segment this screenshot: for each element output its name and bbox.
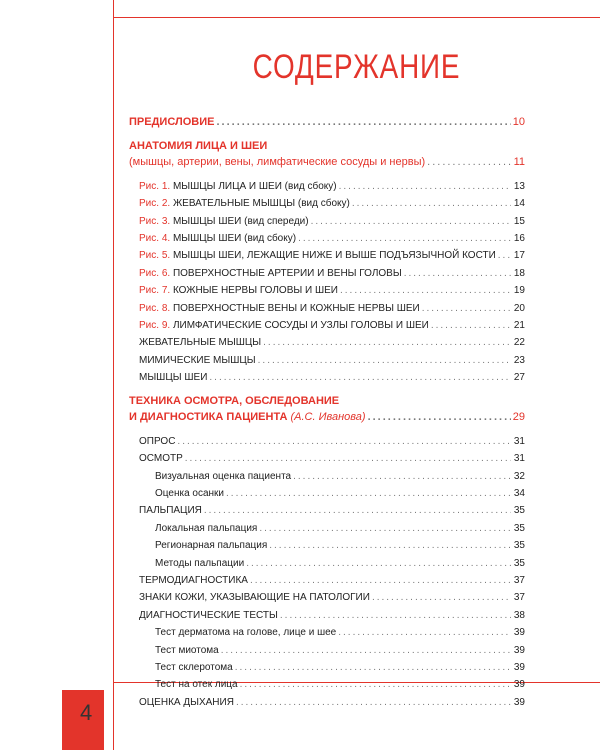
toc-page-number: 15 (513, 215, 525, 227)
toc-entry[interactable] (129, 450, 525, 467)
leader-dots (338, 624, 511, 641)
toc-section-anatomy-title[interactable]: АНАТОМИЯ ЛИЦА И ШЕИ (129, 140, 268, 153)
page-title: СОДЕРЖАНИЕ (252, 48, 461, 86)
toc-entry-text: Тест склеротома (155, 661, 233, 673)
toc-entry-title (139, 317, 429, 334)
toc-entry-text: ПАЛЬПАЦИЯ (139, 505, 202, 517)
leader-dots (368, 409, 511, 426)
toc-entry[interactable] (129, 300, 525, 317)
toc-entry-text: Методы пальпации (155, 557, 245, 569)
toc-entry-title (139, 178, 337, 195)
figure-label: Рис. 3. (139, 215, 171, 227)
leader-dots (498, 247, 511, 264)
toc-entry-text: ТЕРМОДИАГНОСТИКА (139, 574, 248, 586)
toc-page-number: 39 (513, 627, 525, 639)
toc-entry-text: МЫШЦЫ ШЕИ, ЛЕЖАЩИЕ НИЖЕ И ВЫШЕ ПОДЪЯЗЫЧНОЙ КОСТИ (172, 250, 496, 262)
toc-entry[interactable] (129, 642, 525, 659)
leader-dots (293, 468, 511, 485)
leader-dots (216, 114, 510, 131)
toc-entry-title (139, 282, 338, 299)
figure-label: Рис. 6. (139, 267, 171, 279)
toc-section-author: (А.С. Иванова) (290, 411, 366, 424)
toc-entry-text: Тест миотома (155, 644, 219, 656)
toc-entry[interactable] (129, 485, 525, 502)
toc-page-number: 35 (513, 557, 525, 569)
toc-entry-text: Тест дерматома на голове, лице и шее (155, 627, 337, 639)
toc-page-number: 39 (513, 661, 525, 673)
toc-page-number: 35 (513, 540, 525, 552)
toc-entry[interactable] (129, 607, 525, 624)
toc-entry-title (139, 230, 296, 247)
toc-entry-text: МЫШЦЫ ШЕИ (вид спереди) (172, 215, 309, 227)
toc-entry-title (139, 352, 256, 369)
toc-entry[interactable] (129, 230, 525, 247)
toc-page-number: 39 (513, 644, 525, 656)
toc-page-number: 21 (513, 319, 525, 331)
toc-page-number: 35 (513, 505, 525, 517)
toc-page-number: 29 (512, 411, 525, 424)
toc-section-anatomy-subtitle[interactable] (129, 154, 525, 171)
toc-entry-text: ЖЕВАТЕЛЬНЫЕ МЫШЦЫ (139, 337, 262, 349)
leader-dots (280, 607, 511, 624)
toc-entry[interactable] (129, 178, 525, 195)
margin-rule-top (113, 17, 600, 18)
leader-dots (209, 369, 511, 386)
leader-dots (246, 555, 511, 572)
leader-dots (372, 589, 511, 606)
toc-entry[interactable] (129, 352, 525, 369)
toc-section-technique-title-line1[interactable]: ТЕХНИКА ОСМОТРА, ОБСЛЕДОВАНИЕ (129, 395, 340, 408)
toc-page-number: 22 (513, 337, 525, 349)
toc-entry[interactable] (129, 502, 525, 519)
leader-dots (427, 154, 511, 171)
toc-entry-text: ЖЕВАТЕЛЬНЫЕ МЫШЦЫ (вид сбоку) (172, 198, 350, 210)
toc-entry-title (139, 369, 207, 386)
toc-entry[interactable] (129, 282, 525, 299)
leader-dots (269, 537, 511, 554)
figure-label: Рис. 5. (139, 250, 171, 262)
leader-dots (258, 352, 511, 369)
toc-entry[interactable] (129, 317, 525, 334)
figure-label: Рис. 2. (139, 198, 171, 210)
figure-label: Рис. 9. (139, 319, 171, 331)
toc-entry[interactable] (129, 537, 525, 554)
toc-entry[interactable] (129, 624, 525, 641)
toc-entry-text: МЫШЦЫ ШЕИ (вид сбоку) (172, 232, 297, 244)
toc-entry-text: Локальная пальпация (155, 522, 258, 534)
toc-entry-text: ДИАГНОСТИЧЕСКИЕ ТЕСТЫ (139, 609, 278, 621)
toc-entry-title (139, 300, 420, 317)
toc-entry[interactable] (129, 265, 525, 282)
toc-entry-text: ЗНАКИ КОЖИ, УКАЗЫВАЮЩИЕ НА ПАТОЛОГИИ (139, 592, 370, 604)
toc-page-number: 11 (513, 156, 525, 169)
toc-page-number: 37 (513, 574, 525, 586)
toc-entry-text: Визуальная оценка пациента (155, 470, 292, 482)
toc-section-subtitle: (мышцы, артерии, вены, лимфатические сосуды и нервы) (129, 156, 426, 169)
toc-page-number: 35 (513, 522, 525, 534)
figure-label: Рис. 1. (139, 180, 171, 192)
leader-dots (311, 213, 511, 230)
toc-page-number: 19 (513, 285, 525, 297)
toc-page-number: 16 (513, 232, 525, 244)
margin-rule-vertical (113, 0, 114, 750)
toc-entry-text: МИМИЧЕСКИЕ МЫШЦЫ (139, 354, 256, 366)
toc-page-number: 27 (513, 372, 525, 384)
toc-page-number: 14 (513, 198, 525, 210)
figure-label: Рис. 8. (139, 302, 171, 314)
toc-entry-title (139, 213, 309, 230)
toc-entry-text: МЫШЦЫ ЛИЦА И ШЕИ (вид сбоку) (172, 180, 337, 192)
leader-dots (339, 178, 511, 195)
toc-page-number: 20 (513, 302, 525, 314)
toc-page-number: 37 (513, 592, 525, 604)
toc-page-number: 13 (513, 180, 525, 192)
toc-entry-text: Оценка осанки (155, 488, 225, 500)
toc-entry[interactable] (129, 213, 525, 230)
page-number: 4 (80, 700, 93, 725)
toc-section-preface[interactable] (129, 114, 525, 131)
leader-dots (240, 676, 511, 693)
toc-technique-items (129, 433, 525, 711)
leader-dots (204, 502, 511, 519)
toc-section-title: И ДИАГНОСТИКА ПАЦИЕНТА (129, 411, 288, 424)
toc-page-number: 39 (513, 696, 525, 708)
toc-entry[interactable] (129, 369, 525, 386)
toc-page-number: 23 (513, 354, 525, 366)
toc-page-number: 17 (513, 250, 525, 262)
leader-dots (236, 694, 511, 711)
leader-dots (298, 230, 511, 247)
toc-page-number: 31 (513, 435, 525, 447)
leader-dots (404, 265, 511, 282)
toc-entry-text: ЛИМФАТИЧЕСКИЕ СОСУДЫ И УЗЛЫ ГОЛОВЫ И ШЕИ (172, 319, 429, 331)
toc-entry[interactable] (129, 694, 525, 711)
toc-page-number: 39 (513, 679, 525, 691)
leader-dots (221, 642, 511, 659)
toc-entry-text: ПОВЕРХНОСТНЫЕ АРТЕРИИ И ВЕНЫ ГОЛОВЫ (172, 267, 402, 279)
toc-entry[interactable] (129, 676, 525, 693)
toc-entry-text: ОЦЕНКА ДЫХАНИЯ (139, 696, 234, 708)
toc-page-number: 38 (513, 609, 525, 621)
toc-entry[interactable] (129, 589, 525, 606)
toc-anatomy-items (129, 178, 525, 387)
toc-page-number: 31 (513, 453, 525, 465)
toc-entry-title (139, 265, 402, 282)
leader-dots (185, 450, 511, 467)
toc-entry[interactable] (129, 555, 525, 572)
toc-page-number: 10 (512, 116, 525, 128)
toc-page-number: 32 (513, 470, 525, 482)
leader-dots (431, 317, 511, 334)
toc-entry[interactable] (129, 247, 525, 264)
leader-dots (250, 572, 511, 589)
toc-entry[interactable] (129, 659, 525, 676)
leader-dots (422, 300, 511, 317)
figure-label: Рис. 7. (139, 285, 171, 297)
leader-dots (352, 195, 511, 212)
toc-page-number: 18 (513, 267, 525, 279)
toc-entry-title (139, 247, 496, 264)
toc-page-number: 34 (513, 488, 525, 500)
toc-entry-text: КОЖНЫЕ НЕРВЫ ГОЛОВЫ И ШЕИ (172, 285, 338, 297)
toc-entry[interactable] (129, 520, 525, 537)
toc-entry[interactable] (129, 572, 525, 589)
toc-entry-text: Регионарная пальпация (155, 540, 268, 552)
toc-section-title: ПРЕДИСЛОВИЕ (129, 116, 215, 128)
table-of-contents (129, 114, 525, 711)
toc-section-technique-title-line2[interactable] (129, 409, 525, 426)
toc-entry-text: ПОВЕРХНОСТНЫЕ ВЕНЫ И КОЖНЫЕ НЕРВЫ ШЕИ (172, 302, 420, 314)
leader-dots (259, 520, 511, 537)
leader-dots (177, 433, 511, 450)
toc-entry[interactable] (129, 433, 525, 450)
toc-entry[interactable] (129, 334, 525, 351)
toc-entry[interactable] (129, 195, 525, 212)
toc-entry-text: ОСМОТР (139, 453, 183, 465)
toc-entry[interactable] (129, 468, 525, 485)
figure-label: Рис. 4. (139, 232, 171, 244)
toc-entry-text: ОПРОС (139, 435, 176, 447)
toc-entry-title (139, 334, 261, 351)
toc-entry-title (139, 195, 350, 212)
leader-dots (226, 485, 511, 502)
toc-entry-text: МЫШЦЫ ШЕИ (139, 372, 208, 384)
leader-dots (340, 282, 511, 299)
leader-dots (235, 659, 511, 676)
toc-entry-text: Тест на отек лица (155, 679, 238, 691)
leader-dots (263, 334, 511, 351)
